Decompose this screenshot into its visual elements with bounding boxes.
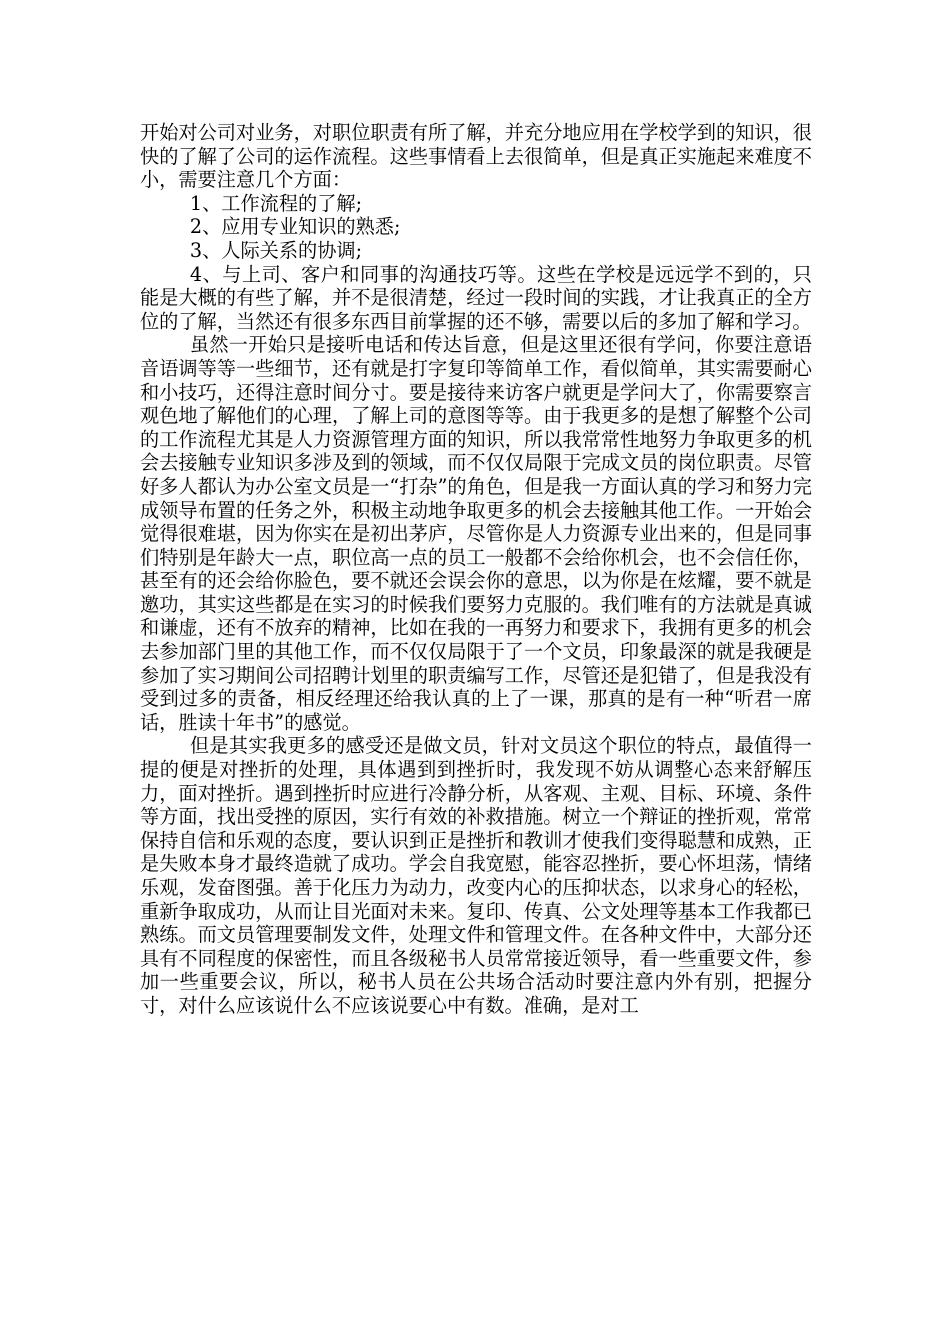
list-item-communication: 4、与上司、客户和同事的沟通技巧等。这些在学校是远远学不到的，只能是大概的有些了解，并不是很清楚，经过一段时间的实践，才让我真正的全方位的了解，当然还有很多东西目前掌握的还不够，需要以后的多加了解和学习。 <box>140 262 812 333</box>
document-page <box>140 121 812 1018</box>
list-item-relations: 3、人际关系的协调; <box>189 238 363 262</box>
list-item-knowledge: 2、应用专业知识的熟悉; <box>189 215 401 239</box>
paragraph: 但是其实我更多的感受还是做文员，针对文员这个职位的特点，最值得一提的便是对挫折的处理，具体遇到到挫折时，我发现不妨从调整心态来舒解压力，面对挫折。遇到挫折时应进行冷静分析，从客观、主观、目标、环境、条件等方面，找出受挫的原因，实行有效的补救措施。树立一个辩证的挫折观，常常保持自信和乐观的态度，要认识到正是挫折和教训才使我们变得聪慧和成熟，正是失败本身才最终造就了成功。学会自我宽慰，能容忍挫折，要心怀坦荡，情绪乐观，发奋图强。善于化压力为动力，改变内心的压抑状态，以求身心的轻松，重新争取成功，从而让目光面对未来。复印、传真、公文处理等基本工作我都已熟练。而文员管理要制发文件，处理文件和管理文件。在各种文件中，大部分还具有不同程度的保密性，而且各级秘书人员常常接近领导，看一些重要文件，参加一些重要会议，所以，秘书人员在公共场合活动时要注意内外有别，把握分寸，对什么应该说什么不应该说要心中有数。准确，是对工 <box>140 734 812 1017</box>
paragraph: 虽然一开始只是接听电话和传达旨意，但是这里还很有学问，你要注意语音语调等等一些细节，还有就是打字复印等简单工作，看似简单，其实需要耐心和小技巧，还得注意时间分寸。要是接待来访客户就更是学问大了，你需要察言观色地了解他们的心理，了解上司的意图等等。由于我更多的是想了解整个公司的工作流程尤其是人力资源管理方面的知识，所以我常常性地努力争取更多的机会去接触专业知识多涉及到的领域，而不仅仅局限于完成文员的岗位职责。尽管好多人都认为办公室文员是一“打杂”的角色，但是我一方面认真的学习和努力完成领导布置的任务之外，积极主动地争取更多的机会去接触其他工作。一开始会觉得很难堪，因为你实在是初出茅庐，尽管你是人力资源专业出来的，但是同事们特别是年龄大一点，职位高一点的员工一般都不会给你机会，也不会信任你，甚至有的还会给你脸色，要不就还会误会你的意思，以为你是在炫耀，要不就是邀功，其实这些都是在实习的时候我们要努力克服的。我们唯有的方法就是真诚和谦虚，还有不放弃的精神，比如在我的一再努力和要求下，我拥有更多的机会去参加部门里的其他工作，而不仅仅局限于了一个文员，印象最深的就是我硬是参加了实习期间公司招聘计划里的职责编写工作，尽管还是犯错了，但是我没有受到过多的责备，相反经理还给我认真的上了一课，那真的是有一种“听君一席话，胜读十年书”的感觉。 <box>140 333 812 734</box>
paragraph: 开始对公司对业务，对职位职责有所了解，并充分地应用在学校学到的知识，很快的了解了公司的运作流程。这些事情看上去很简单，但是真正实施起来难度不小，需要注意几个方面： <box>140 121 812 192</box>
list-item-workflow: 1、工作流程的了解; <box>189 191 363 215</box>
